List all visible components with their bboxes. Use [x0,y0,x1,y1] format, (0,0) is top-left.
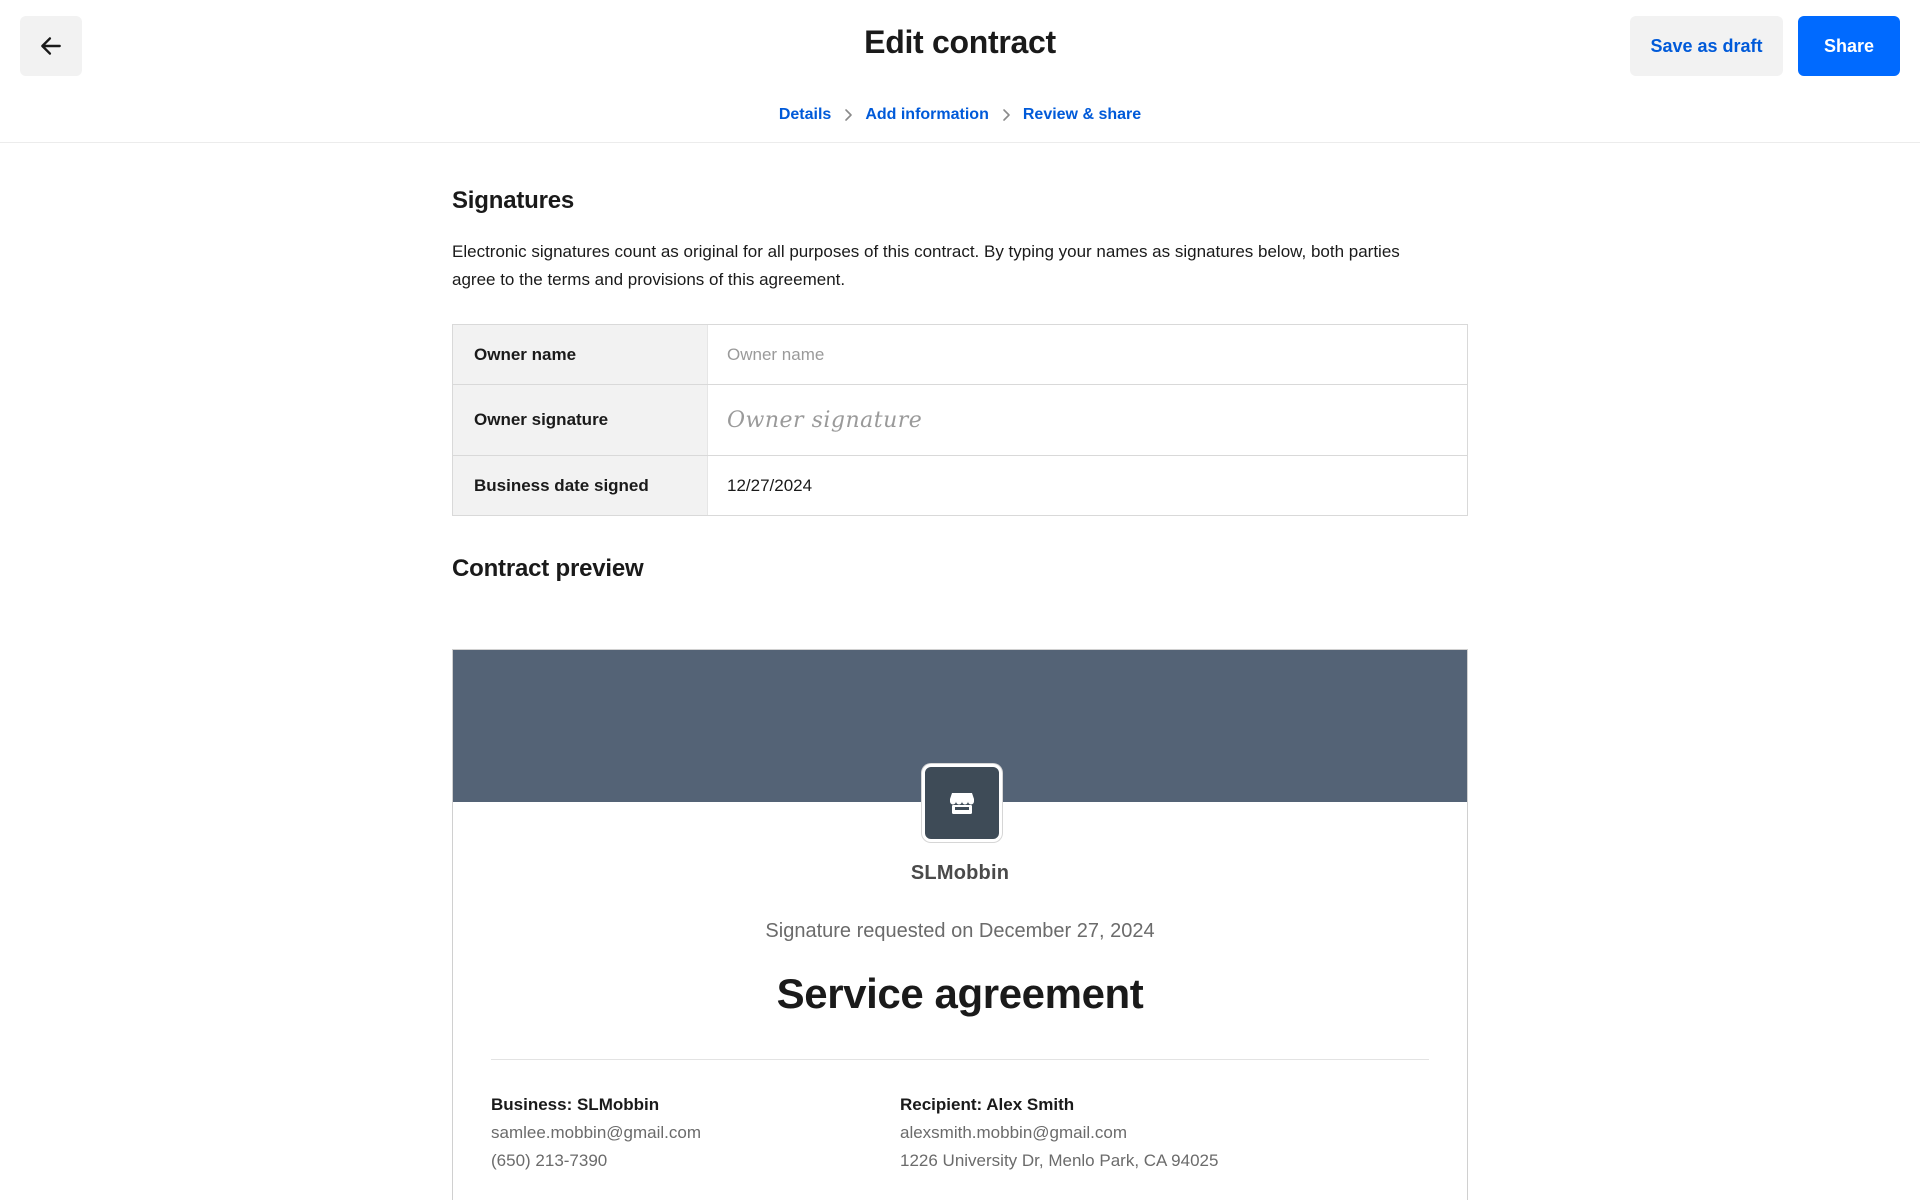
business-logo [922,764,1002,842]
contract-preview-heading: Contract preview [452,555,644,582]
recipient-info [900,1091,1218,1175]
signatures-heading: Signatures [452,187,575,214]
date-signed-label: Business date signed [453,456,708,515]
save-as-draft-button[interactable]: Save as draft [1630,16,1783,76]
share-button[interactable]: Share [1798,16,1900,76]
owner-signature-row [453,385,1467,456]
owner-name-label: Owner name [453,325,708,384]
recipient-address: 1226 University Dr, Menlo Park, CA 94025 [900,1151,1219,1170]
business-email: samlee.mobbin@gmail.com [491,1123,702,1142]
owner-signature-label: Owner signature [453,385,708,455]
agreement-title: Service agreement [776,970,1144,1017]
signatures-description: Electronic signatures count as original for all purposes of this contract. By typing your names as signatures below, both parties agree to the terms and provisions of this agreement. [452,242,1400,289]
business-phone: (650) 213-7390 [491,1151,608,1170]
top-bar [0,0,1920,143]
breadcrumb-add-information[interactable]: Add information [865,106,989,123]
breadcrumb-review-share[interactable]: Review & share [1022,106,1142,123]
owner-name-placeholder: Owner name [727,344,825,364]
breadcrumb-details[interactable]: Details [778,106,832,123]
storefront-icon [948,790,976,816]
date-signed-value: 12/27/2024 [727,475,813,495]
signatures-table [452,324,1468,516]
business-heading: Business: SLMobbin [491,1095,660,1114]
signature-request-text: Signature requested on December 27, 2024 [765,920,1155,942]
chevron-right-icon [1001,108,1011,122]
owner-signature-field[interactable] [708,385,1467,455]
business-name: SLMobbin [910,862,1010,884]
owner-name-row [453,325,1467,385]
business-info [491,1091,701,1175]
chevron-right-icon [843,108,853,122]
owner-name-field[interactable] [708,325,1467,384]
page-title: Edit contract [864,24,1056,60]
breadcrumb [0,106,1920,124]
contract-preview-card [452,649,1468,1200]
date-signed-row [453,456,1467,515]
divider [491,1059,1429,1060]
owner-signature-placeholder: Owner signature [727,407,923,433]
date-signed-field[interactable] [708,456,1467,515]
recipient-email: alexsmith.mobbin@gmail.com [900,1123,1128,1142]
recipient-heading: Recipient: Alex Smith [900,1095,1075,1114]
